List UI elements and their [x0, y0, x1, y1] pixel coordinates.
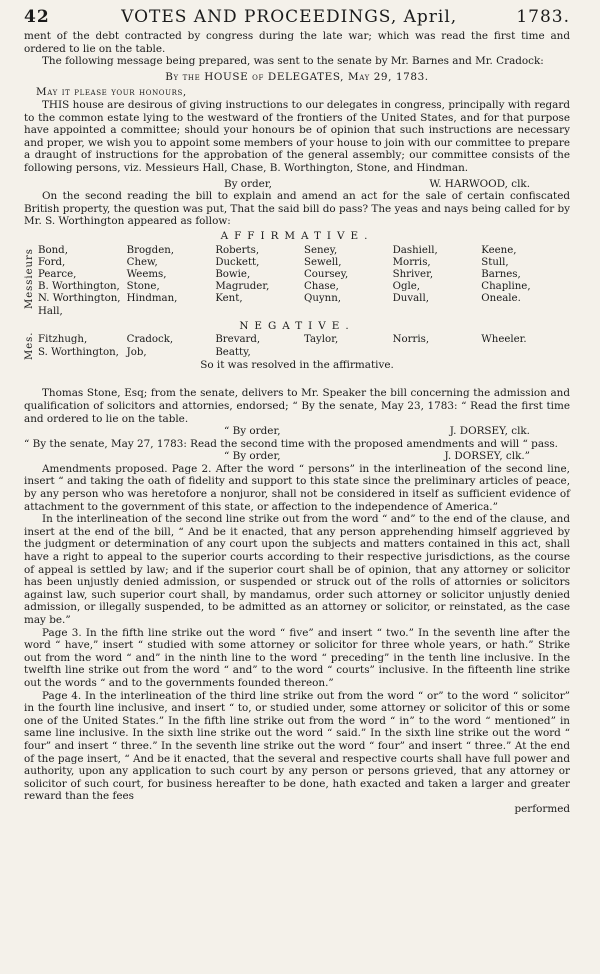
affirmative-name: Weems, — [126, 268, 167, 280]
affirmative-name — [393, 306, 482, 318]
negative-row — [38, 334, 570, 346]
negative-name: Wheeler. — [481, 334, 527, 346]
affirmative-name: Chapline, — [481, 281, 531, 293]
affirmative-row — [38, 306, 570, 318]
negative-name: Cradock, — [126, 334, 174, 346]
message-salutation: May it please your honours, — [36, 86, 187, 99]
affirmative-name: Chew, — [126, 256, 158, 268]
affirmative-name: Ford, — [38, 256, 66, 268]
signature-by-order: By order, — [224, 177, 272, 190]
paragraph-interlineation: In the interlineation of the second line strike out from the word “ and” to the end of the clause, and insert at the end of the bill, “ And be it enacted, that any person apprehending himself aggrieved by the judgment or determination of any court upon the subjects and matters contained in this act, shall have a right to appeal to the superior courts according to their respective jurisdictions, as the course of appeal is settled by law; and if the superior court shall be of opinion, that any attorney or solicitor has been unjustly denied admission, or suspended or struck out of the rolls of attornies or solicitors against law, such superior court shall, by mandamus, order such attorney or solicitor unjustly denied admission, or illegally suspended, to be admitted as an attorney or solicitor, or reinstated, as the case may be.” — [24, 513, 570, 626]
negative-row — [38, 347, 570, 359]
affirmative-heading: AFFIRMATIVE. — [220, 229, 374, 242]
affirmative-name: Hindman, — [126, 293, 178, 305]
affirmative-name: Magruder, — [215, 281, 270, 293]
paragraph-page-4: Page 4. In the interlineation of the third line strike out from the word “ or” to the word “ solicitor” in the fourth line inclusive, and insert “ to, or studied under, some attorney or solicitor of this or some one of the United States.” In the fifth line strike out from the word “ in” to the word “ mentioned” in same line inclusive. In the sixth line strike out the word “ said.” In the sixth line strike out the word “ four” and insert “ three.” In the seventh line strike out the word “ four” and insert “ three.” At the end of the page insert, “ And be it enacted, that the several and respective courts shall have full power and authority, upon any application to such court by any person or persons grieved, that any attorney or solicitor of such court, for business hereafter to be done, hath exacted and taken a larger and greater reward than the fees — [24, 689, 570, 803]
affirmative-name: Brogden, — [126, 244, 175, 256]
negative-name: Fitzhugh, — [38, 334, 88, 346]
affirmative-names-table — [38, 245, 570, 318]
header-year: 1783. — [516, 7, 570, 27]
affirmative-name: Chase, — [303, 281, 339, 293]
message-heading: By the HOUSE of DELEGATES, May 29, 1783. — [165, 70, 429, 83]
affirmative-name: Bowie, — [215, 268, 251, 280]
affirmative-name: Oneale. — [481, 293, 521, 305]
affirmative-name: Ogle, — [392, 281, 421, 293]
affirmative-row — [38, 257, 570, 269]
paragraph-second-reading: On the second reading the bill to explain and amend an act for the sale of certain confiscated British property, the question was put, That the said bill do pass? The yeas and nays being called for by Mr. S. Worthington appeared as follow: — [24, 190, 570, 228]
affirmative-name — [215, 306, 304, 318]
affirmative-side-label: Messieurs — [24, 247, 35, 309]
message-body: THIS house are desirous of giving instructions to our delegates in congress, principally with regard to the common estate lying to the westward of the frontiers of the United States, and for that purpose have appointed a committee; should your honours be of opinion that such instructions are necessary and proper, we wish you to appoint some members of your house to join with our committee to prepare a draught of instructions for the approbation of the general assembly; our committee consists of the following persons, viz. Messieurs Hall, Chase, B. Worthington, Stone, and Hindman. — [24, 98, 570, 174]
negative-heading: NEGATIVE. — [239, 319, 355, 332]
affirmative-name: Roberts, — [215, 244, 260, 256]
affirmative-name: Morris, — [392, 256, 431, 268]
catchword: performed — [514, 802, 570, 815]
paragraph-page-3: Page 3. In the fifth line strike out the word “ five” and insert “ two.” In the seventh line after the word “ have,” insert “ studied with some attorney or solicitor for three whole years, or hath.” Strike out from the word “ and” in the ninth line to the word “ preceding” in the tenth line inclusive. In the twelfth line strike out from the word “ and” to the word “ courts” inclusive. In the fifteenth line strike out the words “ and to the governments founded thereon.” — [24, 626, 570, 689]
negative-name: Norris, — [392, 334, 430, 346]
running-header — [24, 6, 570, 28]
resolved-line: So it was resolved in the affirmative. — [200, 358, 394, 371]
affirmative-name: B. Worthington, — [38, 281, 120, 293]
affirmative-name: Seney, — [303, 244, 338, 256]
affirmative-name: Coursey, — [303, 268, 349, 280]
senate-may-27: “ By the senate, May 27, 1783: Read the second time with the proposed amendments and will “ pass. — [24, 437, 558, 450]
negative-name — [304, 347, 393, 359]
affirmative-row — [38, 269, 570, 281]
senate-signature-2 — [24, 450, 570, 463]
negative-name — [393, 347, 482, 359]
affirmative-row — [38, 281, 570, 293]
affirmative-name — [481, 306, 570, 318]
page-title: VOTES AND PROCEEDINGS, April, — [121, 7, 458, 27]
affirmative-name: N. Worthington, — [38, 293, 121, 305]
negative-name — [481, 347, 570, 359]
affirmative-name — [304, 306, 393, 318]
affirmative-name: Stone, — [126, 281, 160, 293]
affirmative-name: Quynn, — [303, 293, 341, 305]
affirmative-name: Keene, — [481, 244, 517, 256]
page-number: 42 — [24, 7, 50, 27]
negative-names-table — [38, 334, 570, 358]
paragraph-message-intro: The following message being prepared, was sent to the senate by Mr. Barnes and Mr. Cradock: — [42, 55, 544, 68]
negative-side-label: Mes. — [24, 331, 35, 361]
paragraph-top: ment of the debt contracted by congress during the late war; which was read the first time and ordered to lie on the table. — [24, 30, 570, 55]
affirmative-name — [127, 306, 216, 318]
paragraph-thomas-stone: Thomas Stone, Esq; from the senate, delivers to Mr. Speaker the bill concerning the admission and qualification of solicitors and attornies, endorsed; “ By the senate, May 23, 1783: “ Read the first time and ordered to lie on the table. — [24, 387, 570, 425]
affirmative-name: Sewell, — [303, 256, 342, 268]
signature-by-order: “ By order, — [224, 425, 281, 438]
affirmative-votes — [24, 245, 570, 318]
affirmative-name: Duckett, — [215, 256, 260, 268]
signature-clerk: J. DORSEY, clk.” — [444, 450, 530, 463]
negative-name: Job, — [126, 346, 147, 358]
affirmative-row — [38, 245, 570, 257]
senate-signature-1 — [24, 425, 570, 438]
affirmative-name: Dashiell, — [392, 244, 438, 256]
message-signature — [24, 178, 570, 191]
negative-name: Brevard, — [215, 334, 261, 346]
affirmative-name: Barnes, — [481, 268, 521, 280]
affirmative-name: Hall, — [38, 305, 63, 317]
affirmative-name: Pearce, — [38, 268, 77, 280]
negative-name: Beatty, — [215, 346, 251, 358]
affirmative-name: Kent, — [215, 293, 243, 305]
negative-votes — [24, 331, 570, 361]
negative-name: S. Worthington, — [38, 346, 119, 358]
affirmative-name: Bond, — [38, 244, 68, 256]
signature-clerk: J. DORSEY, clk. — [449, 425, 530, 438]
affirmative-name: Duvall, — [392, 293, 429, 305]
paragraph-amendments: Amendments proposed. Page 2. After the word “ persons” in the interlineation of the second line, insert “ and taking the oath of fidelity and support to this state since the preliminary articles of peace, by any person who was heretofore a nonjuror, shall not be considered in itself as sufficient evidence of attachment to the government of this state, or affection to the independence of America.” — [24, 462, 570, 513]
affirmative-name: Shriver, — [392, 268, 434, 280]
negative-name: Taylor, — [303, 334, 339, 346]
affirmative-name: Stull, — [481, 256, 509, 268]
signature-by-order: “ By order, — [224, 450, 281, 463]
affirmative-row — [38, 293, 570, 305]
signature-clerk: W. HARWOOD, clk. — [429, 177, 530, 190]
